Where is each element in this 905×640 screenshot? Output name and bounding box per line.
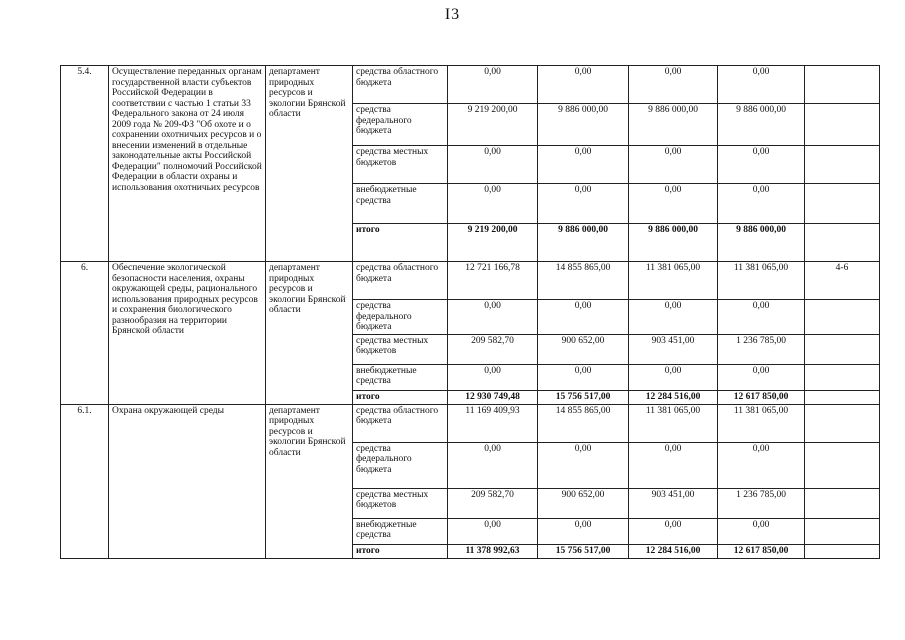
indicator-reference: [805, 404, 880, 442]
amount-year-3: 0,00: [629, 66, 718, 104]
amount-year-3: 0,00: [629, 300, 718, 335]
amount-year-1: 12 721 166,78: [448, 262, 538, 300]
amount-year-3: 11 381 065,00: [629, 262, 718, 300]
amount-year-2: 900 652,00: [538, 334, 629, 364]
funding-source: средства местных бюджетов: [353, 146, 448, 184]
funding-source: средства федерального бюджета: [353, 300, 448, 335]
amount-year-1: 0,00: [448, 442, 538, 488]
responsible-department: департамент природных ресурсов и экологии Брянской области: [266, 66, 353, 262]
amount-year-4: 1 236 785,00: [718, 488, 805, 518]
amount-year-1: 9 219 200,00: [448, 104, 538, 146]
table-row: [61, 66, 880, 104]
funding-source: средства областного бюджета: [353, 66, 448, 104]
amount-year-4: 1 236 785,00: [718, 334, 805, 364]
section-title: Обеспечение экологической безопасности населения, охраны окружающей среды, рационального использования природных ресурсов и сохранения биологического разнообразия на территории Брянской области: [109, 262, 266, 405]
funding-source: средства местных бюджетов: [353, 488, 448, 518]
funding-source: средства областного бюджета: [353, 404, 448, 442]
amount-year-4: 9 886 000,00: [718, 104, 805, 146]
indicator-reference: [805, 334, 880, 364]
amount-year-1: 0,00: [448, 518, 538, 544]
amount-year-1: 209 582,70: [448, 334, 538, 364]
amount-year-3: 11 381 065,00: [629, 404, 718, 442]
amount-year-4: 0,00: [718, 146, 805, 184]
amount-year-2: 15 756 517,00: [538, 390, 629, 404]
amount-year-3: 903 451,00: [629, 334, 718, 364]
amount-year-4: 12 617 850,00: [718, 390, 805, 404]
funding-source: средства местных бюджетов: [353, 334, 448, 364]
amount-year-2: 0,00: [538, 442, 629, 488]
amount-year-2: 0,00: [538, 364, 629, 390]
table-row: [61, 262, 880, 300]
amount-year-4: 0,00: [718, 518, 805, 544]
section-title: Охрана окружающей среды: [109, 404, 266, 558]
total-label: итого: [353, 224, 448, 262]
funding-source: внебюджетные средства: [353, 184, 448, 224]
amount-year-3: 903 451,00: [629, 488, 718, 518]
amount-year-2: 900 652,00: [538, 488, 629, 518]
amount-year-1: 0,00: [448, 184, 538, 224]
amount-year-1: 0,00: [448, 364, 538, 390]
indicator-reference: [805, 518, 880, 544]
amount-year-4: 0,00: [718, 300, 805, 335]
indicator-reference: 4-6: [805, 262, 880, 300]
amount-year-4: 0,00: [718, 66, 805, 104]
amount-year-2: 9 886 000,00: [538, 104, 629, 146]
amount-year-2: 0,00: [538, 300, 629, 335]
amount-year-4: 0,00: [718, 364, 805, 390]
amount-year-3: 12 284 516,00: [629, 390, 718, 404]
amount-year-3: 0,00: [629, 442, 718, 488]
indicator-reference: [805, 364, 880, 390]
indicator-reference: [805, 184, 880, 224]
indicator-reference: [805, 544, 880, 558]
responsible-department: департамент природных ресурсов и экологии Брянской области: [266, 404, 353, 558]
responsible-department: департамент природных ресурсов и экологии Брянской области: [266, 262, 353, 405]
amount-year-4: 11 381 065,00: [718, 262, 805, 300]
indicator-reference: [805, 66, 880, 104]
amount-year-1: 12 930 749,48: [448, 390, 538, 404]
amount-year-3: 0,00: [629, 184, 718, 224]
amount-year-4: 12 617 850,00: [718, 544, 805, 558]
funding-source: средства федерального бюджета: [353, 442, 448, 488]
amount-year-4: 0,00: [718, 442, 805, 488]
amount-year-1: 0,00: [448, 146, 538, 184]
amount-year-2: 14 855 865,00: [538, 404, 629, 442]
indicator-reference: [805, 488, 880, 518]
section-number: 6.: [61, 262, 109, 405]
amount-year-4: 0,00: [718, 184, 805, 224]
amount-year-4: 11 381 065,00: [718, 404, 805, 442]
indicator-reference: [805, 224, 880, 262]
amount-year-3: 0,00: [629, 518, 718, 544]
indicator-reference: [805, 442, 880, 488]
amount-year-2: 0,00: [538, 66, 629, 104]
funding-source: средства федерального бюджета: [353, 104, 448, 146]
table-row: [61, 404, 880, 442]
amount-year-3: 0,00: [629, 146, 718, 184]
amount-year-2: 15 756 517,00: [538, 544, 629, 558]
indicator-reference: [805, 300, 880, 335]
amount-year-2: 9 886 000,00: [538, 224, 629, 262]
indicator-reference: [805, 146, 880, 184]
amount-year-1: 0,00: [448, 300, 538, 335]
amount-year-2: 14 855 865,00: [538, 262, 629, 300]
amount-year-3: 12 284 516,00: [629, 544, 718, 558]
section-number: 6.1.: [61, 404, 109, 558]
total-label: итого: [353, 544, 448, 558]
section-title: Осуществление переданных органам государственной власти субъектов Российской Федерации в соответствии с частью 1 статьи 33 Федерального закона от 24 июля 2009 года № 209-ФЗ "Об охоте и о сохранении охотничьих ресурсов и о внесении изменений в отдельные законодательные акты Российской Федерации" полномочий Российской Федерации в области охраны и использования охотничьих ресурсов: [109, 66, 266, 262]
funding-source: средства областного бюджета: [353, 262, 448, 300]
amount-year-3: 0,00: [629, 364, 718, 390]
funding-source: внебюджетные средства: [353, 518, 448, 544]
amount-year-1: 11 169 409,93: [448, 404, 538, 442]
funding-source: внебюджетные средства: [353, 364, 448, 390]
amount-year-1: 11 378 992,63: [448, 544, 538, 558]
amount-year-3: 9 886 000,00: [629, 224, 718, 262]
total-label: итого: [353, 390, 448, 404]
indicator-reference: [805, 104, 880, 146]
section-number: 5.4.: [61, 66, 109, 262]
indicator-reference: [805, 390, 880, 404]
amount-year-1: 9 219 200,00: [448, 224, 538, 262]
budget-table: [60, 65, 880, 559]
amount-year-1: 209 582,70: [448, 488, 538, 518]
amount-year-2: 0,00: [538, 146, 629, 184]
amount-year-1: 0,00: [448, 66, 538, 104]
amount-year-4: 9 886 000,00: [718, 224, 805, 262]
amount-year-3: 9 886 000,00: [629, 104, 718, 146]
amount-year-2: 0,00: [538, 518, 629, 544]
amount-year-2: 0,00: [538, 184, 629, 224]
page-number: I3: [444, 6, 461, 23]
